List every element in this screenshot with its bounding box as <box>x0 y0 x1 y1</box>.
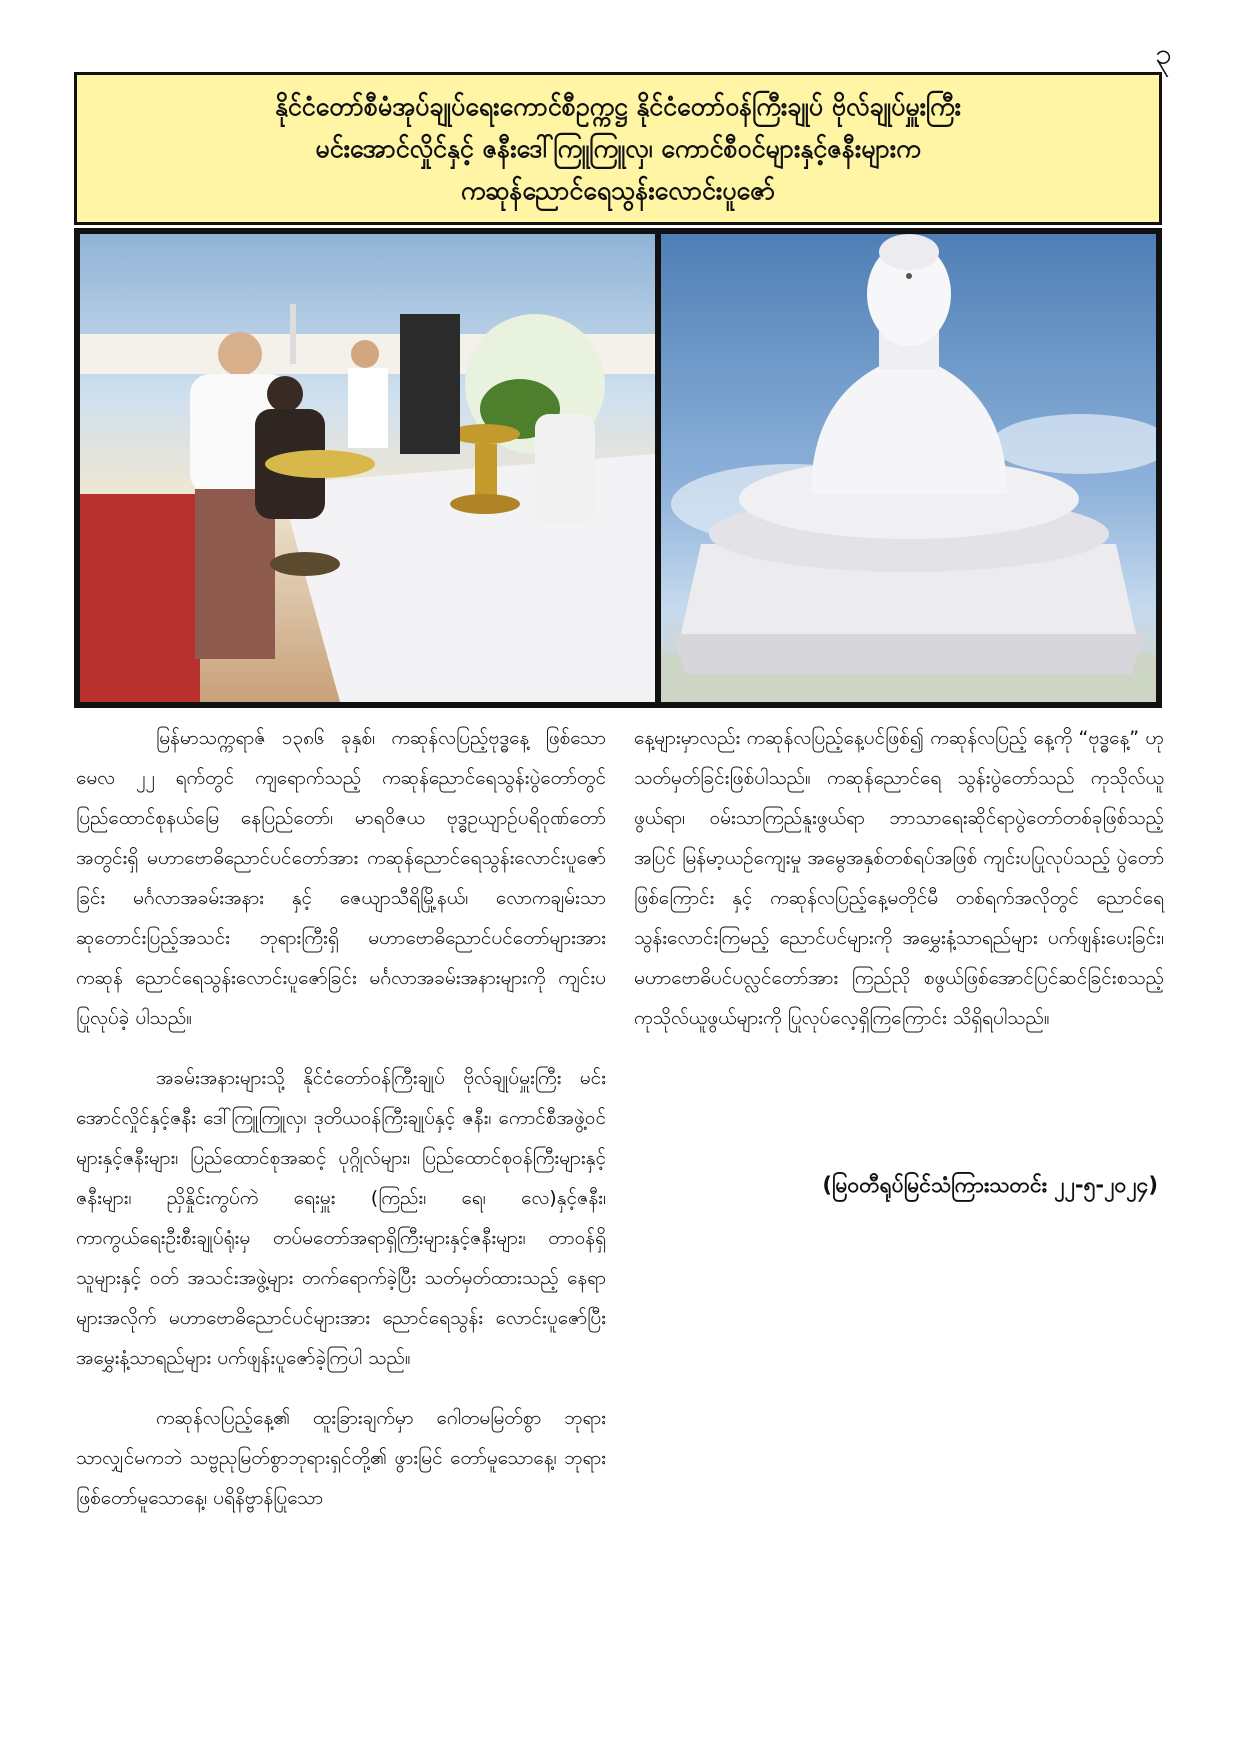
article-paragraph: နေ့များမှာလည်း ကဆုန်လပြည့်နေ့ပင်ဖြစ်၍ ကဆုန်လပြည့် နေ့ကို “ဗုဒ္ဓနေ့” ဟု သတ်မှတ်ခြင်းဖြစ်ပါသည်။ ကဆုန်ညောင်ရေ သွန်းပွဲတော်သည် ကုသိုလ်ယူဖွယ်ရာ၊ ဝမ်းသာကြည်နူးဖွယ်ရာ ဘာသာရေးဆိုင်ရာပွဲတော်တစ်ခုဖြစ်သည့်အပြင် မြန်မာ့ယဉ်ကျေးမှု အမွေအနှစ်တစ်ရပ်အဖြစ် ကျင်းပပြုလုပ်သည့် ပွဲတော်ဖြစ်ကြောင်း နှင့် ကဆုန်လပြည့်နေ့မတိုင်မီ တစ်ရက်အလိုတွင် ညောင်ရေ သွန်းလောင်းကြမည့် ညောင်ပင်များကို အမွှေးနံ့သာရည်များ ပက်ဖျန်းပေးခြင်း၊ မဟာဗောဓိပင်ပလ္လင်တော်အား ကြည်ညို စဖွယ်ဖြစ်အောင်ပြင်ဆင်ခြင်းစသည့် ကုသိုလ်ယူဖွယ်များကို ပြုလုပ်လေ့ရှိကြကြောင်း သိရှိရပါသည်။ <box>634 727 1164 1029</box>
buddha-statue-illustration <box>661 234 1156 702</box>
news-source: (မြဝတီရုပ်မြင်သံကြားသတင်း ၂၂-၅-၂၀၂၄) <box>822 1173 1158 1197</box>
headline-line: ကဆုန်ညောင်ရေသွန်းလောင်းပူဇော် <box>460 175 776 205</box>
headline-line: နိုင်ငံတော်စီမံအုပ်ချုပ်ရေးကောင်စီဥက္ကဋ္ဌ နိုင်ငံတော်ဝန်ကြီးချုပ် ဗိုလ်ချုပ်မှူးကြီး <box>274 91 961 121</box>
headline-line: မင်းအောင်လှိုင်နှင့် ဇနီးဒေါ်ကြူကြူလှ၊ ကောင်စီဝင်များနှင့်ဇနီးများက <box>315 133 921 163</box>
buddha-statue-photo <box>661 234 1156 702</box>
article-paragraph: အခမ်းအနားများသို့ နိုင်ငံတော်ဝန်ကြီးချုပ် ဗိုလ်ချုပ်မှူးကြီး မင်းအောင်လှိုင်နှင့်ဇနီး ဒေါ်ကြူကြူလှ၊ ဒုတိယဝန်ကြီးချုပ်နှင့် ဇနီး၊ ကောင်စီအဖွဲ့ဝင်များနှင့်ဇနီးများ၊ ပြည်ထောင်စုအဆင့် ပုဂ္ဂိုလ်များ၊ ပြည်ထောင်စုဝန်ကြီးများနှင့်ဇနီးများ၊ ညှိနှိုင်းကွပ်ကဲ ရေးမှူး (ကြည်း၊ ရေ၊ လေ)နှင့်ဇနီး၊ ကာကွယ်ရေးဦးစီးချုပ်ရုံးမှ တပ်မတော်အရာရှိကြီးများနှင့်ဇနီးများ၊ တာဝန်ရှိသူများနှင့် ဝတ် အသင်းအဖွဲ့များ တက်ရောက်ခဲ့ပြီး သတ်မှတ်ထားသည့် နေရာ များအလိုက် မဟာဗောဓိညောင်ပင်များအား ညောင်ရေသွန်း လောင်းပူဇော်ပြီး အမွှေးနံ့သာရည်များ ပက်ဖျန်းပူဇော်ခဲ့ကြပါ သည်။ <box>76 1067 606 1369</box>
article-left-column <box>76 718 606 1538</box>
photo-strip <box>74 228 1162 708</box>
headline-box <box>74 72 1162 225</box>
ceremony-illustration <box>80 234 655 702</box>
article-paragraph: မြန်မာသက္ကရာဇ် ၁၃၈၆ ခုနှစ်၊ ကဆုန်လပြည့်ဗုဒ္ဓနေ့ ဖြစ်သော မေလ ၂၂ ရက်တွင် ကျရောက်သည့် ကဆုန်ညောင်ရေသွန်းပွဲတော်တွင် ပြည်ထောင်စုနယ်မြေ နေပြည်တော်၊ မာရဝိဇယ ဗုဒ္ဓဥယျာဉ်ပရိဝုဏ်တော်အတွင်းရှိ မဟာဗောဓိညောင်ပင်တော်အား ကဆုန်ညောင်ရေသွန်းလောင်းပူဇော်ခြင်း မင်္ဂလာအခမ်းအနား နှင့် ဇေယျာသီရိမြို့နယ်၊ လောကချမ်းသာဆုတောင်းပြည့်အသင်း ဘုရားကြီးရှိ မဟာဗောဓိညောင်ပင်တော်များအား ကဆုန် ညောင်ရေသွန်းလောင်းပူဇော်ခြင်း မင်္ဂလာအခမ်းအနားများကို ကျင်းပပြုလုပ်ခဲ့ ပါသည်။ <box>76 727 606 1029</box>
ceremony-photo <box>80 234 655 702</box>
article-right-column <box>634 718 1164 1058</box>
article-paragraph: ကဆုန်လပြည့်နေ့၏ ထူးခြားချက်မှာ ဂေါတမမြတ်စွာ ဘုရားသာလျှင်မကဘဲ သဗ္ဗညုမြတ်စွာဘုရားရှင်တို့၏ ဖွားမြင် တော်မူသောနေ့၊ ဘုရားဖြစ်တော်မူသောနေ့၊ ပရိနိဗ္ဗာန်ပြုသော <box>76 1407 606 1509</box>
page-number: ၃ <box>1155 37 1172 72</box>
